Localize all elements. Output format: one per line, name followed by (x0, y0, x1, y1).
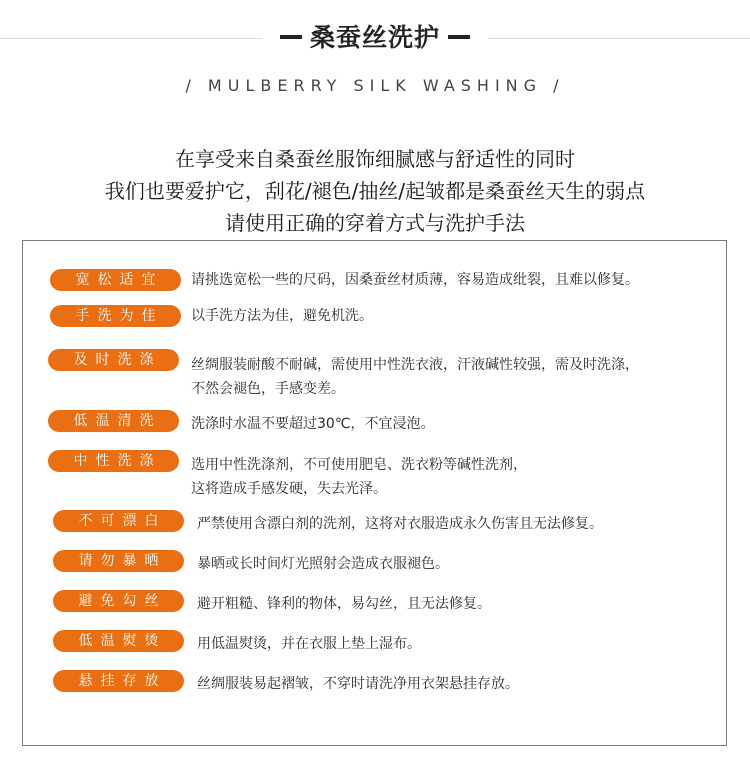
page-title-text: 桑蚕丝洗护 (309, 23, 440, 52)
care-label-badge: 宽松适宜 (50, 269, 181, 291)
care-list-box (22, 240, 727, 746)
care-description (191, 453, 527, 501)
care-description-line: 请挑选宽松一些的尺码，因桑蚕丝材质薄，容易造成纰裂，且难以修复。 (191, 272, 639, 288)
care-description-line: 以手洗方法为佳，避免机洗。 (191, 308, 373, 324)
care-description-line: 选用中性洗涤剂，不可使用肥皂、洗衣粉等碱性洗剂， (191, 457, 527, 473)
care-label-badge: 手洗为佳 (50, 305, 181, 327)
title-area (0, 20, 750, 56)
care-description (197, 632, 421, 656)
care-description (191, 353, 639, 401)
care-description (191, 304, 373, 328)
care-description-line: 丝绸服装耐酸不耐碱，需使用中性洗衣液，汗液碱性较强，需及时洗涤， (191, 357, 639, 373)
care-label-badge: 避免勾丝 (53, 590, 184, 612)
care-description-line: 这将造成手感发硬，失去光泽。 (191, 481, 387, 497)
intro-text (0, 143, 750, 239)
care-label-badge: 中性洗涤 (48, 450, 179, 472)
intro-line: 请使用正确的穿着方式与洗护手法 (225, 211, 525, 235)
intro-line: 我们也要爱护它，刮花/褪色/抽丝/起皱都是桑蚕丝天生的弱点 (104, 179, 646, 203)
care-description (197, 512, 603, 536)
care-label-badge: 请勿暴晒 (53, 550, 184, 572)
care-description-line: 严禁使用含漂白剂的洗剂，这将对衣服造成永久伤害且无法修复。 (197, 516, 603, 532)
care-description (197, 672, 519, 696)
care-description (191, 268, 639, 292)
title-dash-left (280, 35, 302, 39)
care-description-line: 不然会褪色，手感变差。 (191, 381, 345, 397)
care-description-line: 暴晒或长时间灯光照射会造成衣服褪色。 (197, 556, 449, 572)
care-label-badge: 不可漂白 (53, 510, 184, 532)
page-title (262, 20, 488, 56)
care-description-line: 避开粗糙、锋利的物体，易勾丝，且无法修复。 (197, 596, 491, 612)
care-label-badge: 低温清洗 (48, 410, 179, 432)
care-label-badge: 及时洗涤 (48, 349, 179, 371)
care-label-badge: 低温熨烫 (53, 630, 184, 652)
care-description-line: 丝绸服装易起褶皱，不穿时请洗净用衣架悬挂存放。 (197, 676, 519, 692)
care-description (197, 552, 449, 576)
page-subtitle: / MULBERRY SILK WASHING / (185, 76, 565, 95)
care-label-badge: 悬挂存放 (53, 670, 184, 692)
care-description (191, 412, 435, 436)
care-description-line: 用低温熨烫，并在衣服上垫上湿布。 (197, 636, 421, 652)
care-description (197, 592, 491, 616)
care-description-line: 洗涤时水温不要超过30℃，不宜浸泡。 (191, 416, 435, 432)
intro-line: 在享受来自桑蚕丝服饰细腻感与舒适性的同时 (175, 147, 575, 171)
title-dash-right (448, 35, 470, 39)
